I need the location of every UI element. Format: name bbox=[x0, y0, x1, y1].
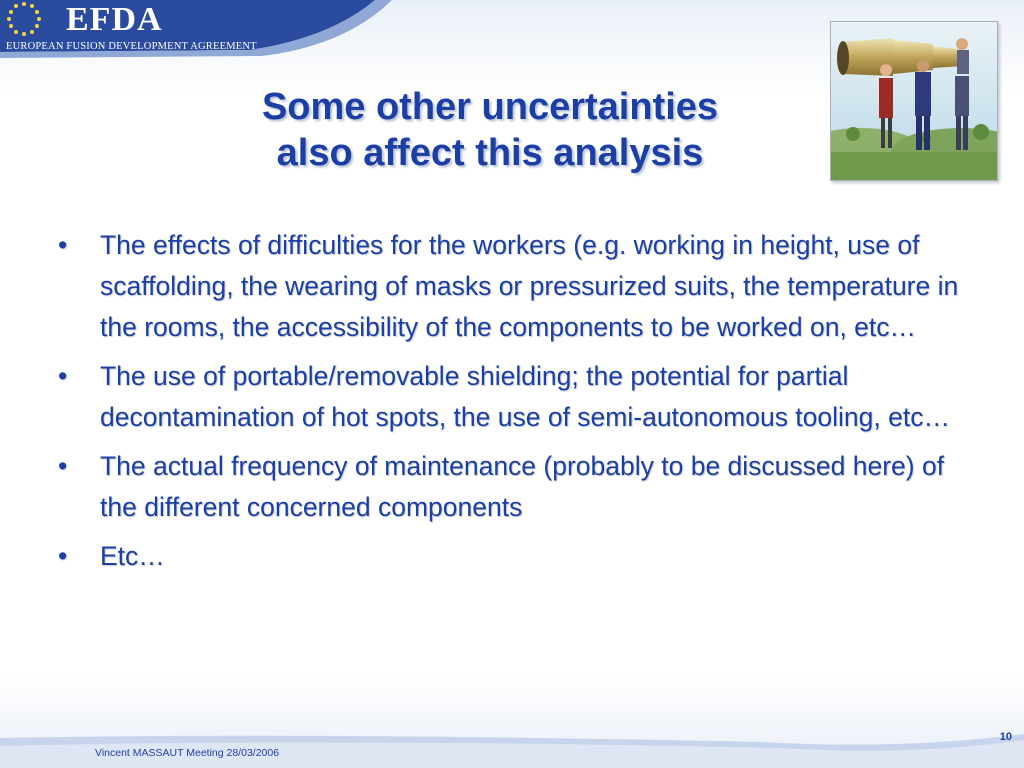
list-item bbox=[58, 446, 978, 528]
bullet-marker: • bbox=[58, 361, 68, 391]
bullet-marker: • bbox=[58, 451, 68, 481]
bullet-marker: • bbox=[58, 230, 68, 260]
bullet-text: Etc… bbox=[100, 541, 165, 571]
telescope-people-icon bbox=[831, 22, 997, 180]
eu-stars-logo-icon bbox=[0, 0, 48, 36]
telescope-people-illustration bbox=[830, 21, 998, 181]
footer-author-meeting: Vincent MASSAUT Meeting 28/03/2006 bbox=[95, 747, 280, 759]
bullet-marker: • bbox=[58, 541, 68, 571]
page-number: 10 bbox=[999, 731, 1012, 743]
slide-title bbox=[150, 84, 830, 176]
list-item bbox=[58, 536, 978, 577]
list-item bbox=[58, 225, 978, 348]
bullet-text: The use of portable/removable shielding; the potential for partial decontamination of hot spots, the use of semi-autonomous tooling, etc… bbox=[100, 361, 950, 432]
efda-subtitle: EUROPEAN FUSION DEVELOPMENT AGREEMENT bbox=[6, 41, 257, 52]
bullet-text: The actual frequency of maintenance (probably to be discussed here) of the different concerned components bbox=[100, 451, 945, 522]
slide-title-line-1: Some other uncertainties bbox=[261, 86, 719, 128]
bullet-list bbox=[58, 225, 978, 585]
slide-title-line-2: also affect this analysis bbox=[276, 132, 704, 174]
bullet-text: The effects of difficulties for the workers (e.g. working in height, use of scaffolding, the wearing of masks or pressurized suits, the temperature in the rooms, the accessibility of the components to be worked on, etc… bbox=[100, 230, 959, 342]
list-item bbox=[58, 356, 978, 438]
efda-logo-text: EFDA bbox=[66, 1, 163, 38]
